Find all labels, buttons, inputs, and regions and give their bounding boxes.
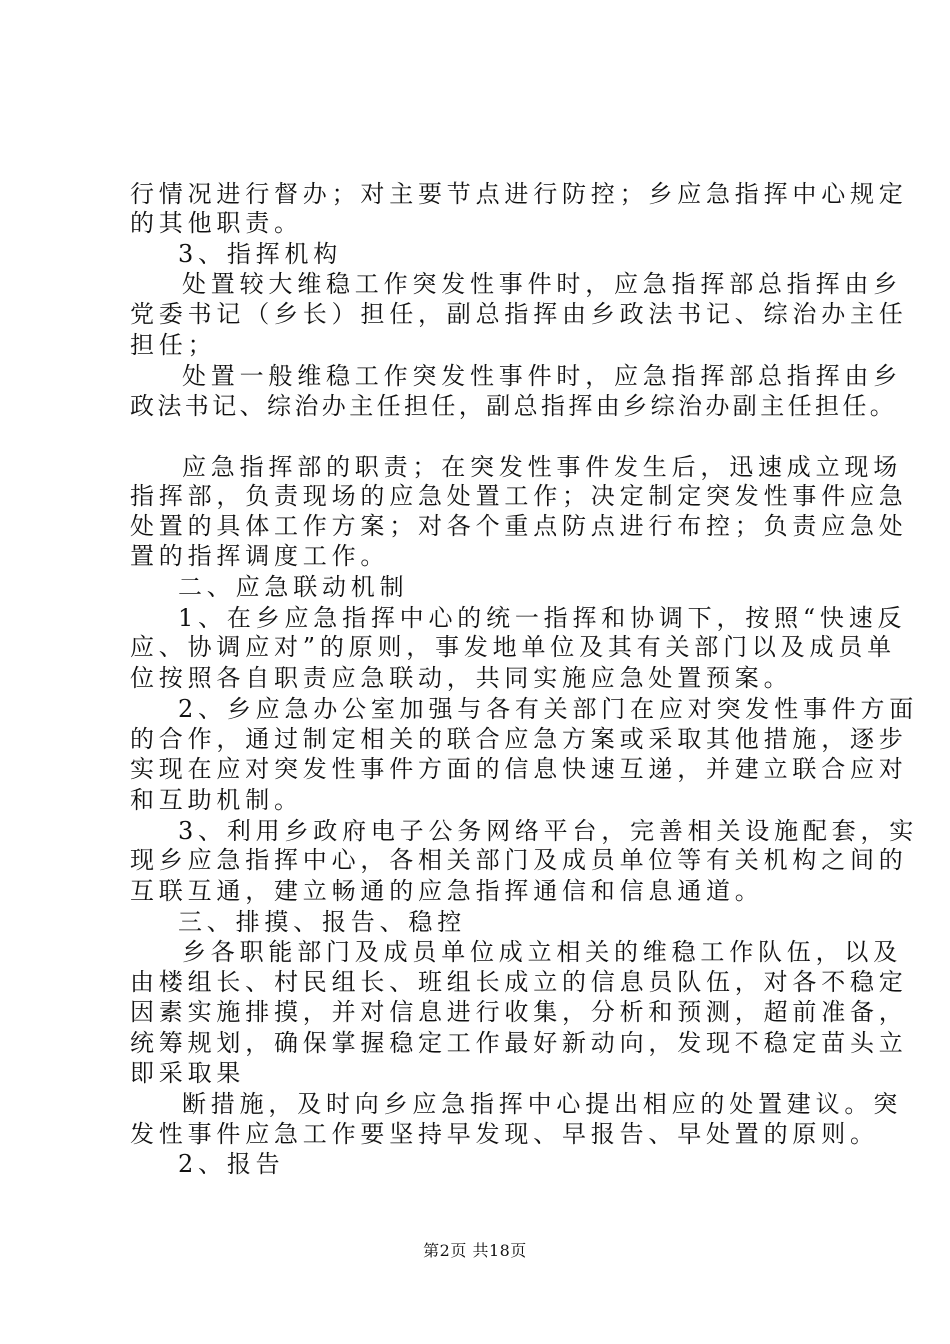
text-line: 处置一般维稳工作突发性事件时，应急指挥部总指挥由乡: [182, 362, 902, 390]
text-line: 2、乡应急办公室加强与各有关部门在应对突发性事件方面: [178, 695, 919, 723]
text-line: 3、利用乡政府电子公务网络平台，完善相关设施配套，实: [178, 817, 919, 845]
text-line: 行情况进行督办；对主要节点进行防控；乡应急指挥中心规定: [130, 180, 908, 208]
text-line: 乡各职能部门及成员单位成立相关的维稳工作队伍，以及: [182, 938, 902, 966]
text-line: 位按照各自职责应急联动，共同实施应急处置预案。: [130, 664, 793, 692]
text-line: 党委书记（乡长）担任，副总指挥由乡政法书记、综治办主任: [130, 300, 908, 328]
text-line: 实现在应对突发性事件方面的信息快速互递，并建立联合应对: [130, 755, 908, 783]
text-line: 的合作，通过制定相关的联合应急方案或采取其他措施，逐步: [130, 725, 908, 753]
page-number: 第2页 共18页: [423, 1241, 527, 1260]
text-line: 置的指挥调度工作。: [130, 542, 390, 570]
text-line: 现乡应急指挥中心，各相关部门及成员单位等有关机构之间的: [130, 846, 908, 874]
section-heading: 二、应急联动机制: [178, 573, 409, 601]
text-line: 统筹规划，确保掌握稳定工作最好新动向，发现不稳定苗头立: [130, 1029, 908, 1057]
text-line: 指挥部，负责现场的应急处置工作；决定制定突发性事件应急: [130, 482, 908, 510]
text-line: 政法书记、综治办主任担任，副总指挥由乡综治办副主任担任。: [130, 392, 898, 420]
text-line: 和互助机制。: [130, 786, 303, 814]
text-line: 发性事件应急工作要坚持早发现、早报告、早处置的原则。: [130, 1120, 879, 1148]
text-line: 断措施，及时向乡应急指挥中心提出相应的处置建议。突: [182, 1090, 902, 1118]
text-line: 处置较大维稳工作突发性事件时，应急指挥部总指挥由乡: [182, 270, 902, 298]
text-line: 应、协调应对”的原则，事发地单位及其有关部门以及成员单: [130, 633, 896, 661]
text-line: 担任；: [130, 331, 217, 359]
text-line: 由楼组长、村民组长、班组长成立的信息员队伍，对各不稳定: [130, 968, 908, 996]
section-heading: 2、报告: [178, 1150, 285, 1178]
section-heading: 3、指挥机构: [178, 240, 343, 268]
text-line: 因素实施排摸，并对信息进行收集，分析和预测，超前准备，: [130, 998, 908, 1026]
text-line: 互联互通，建立畅通的应急指挥通信和信息通道。: [130, 877, 764, 905]
section-heading: 三、排摸、报告、稳控: [178, 908, 466, 936]
text-line: 1、在乡应急指挥中心的统一指挥和协调下，按照“快速反: [178, 604, 907, 632]
text-line: 的其他职责。: [130, 209, 303, 237]
text-line: 即采取果: [130, 1059, 246, 1087]
text-line: 处置的具体工作方案；对各个重点防点进行布控；负责应急处: [130, 512, 908, 540]
text-line: 应急指挥部的职责；在突发性事件发生后，迅速成立现场: [182, 453, 902, 481]
